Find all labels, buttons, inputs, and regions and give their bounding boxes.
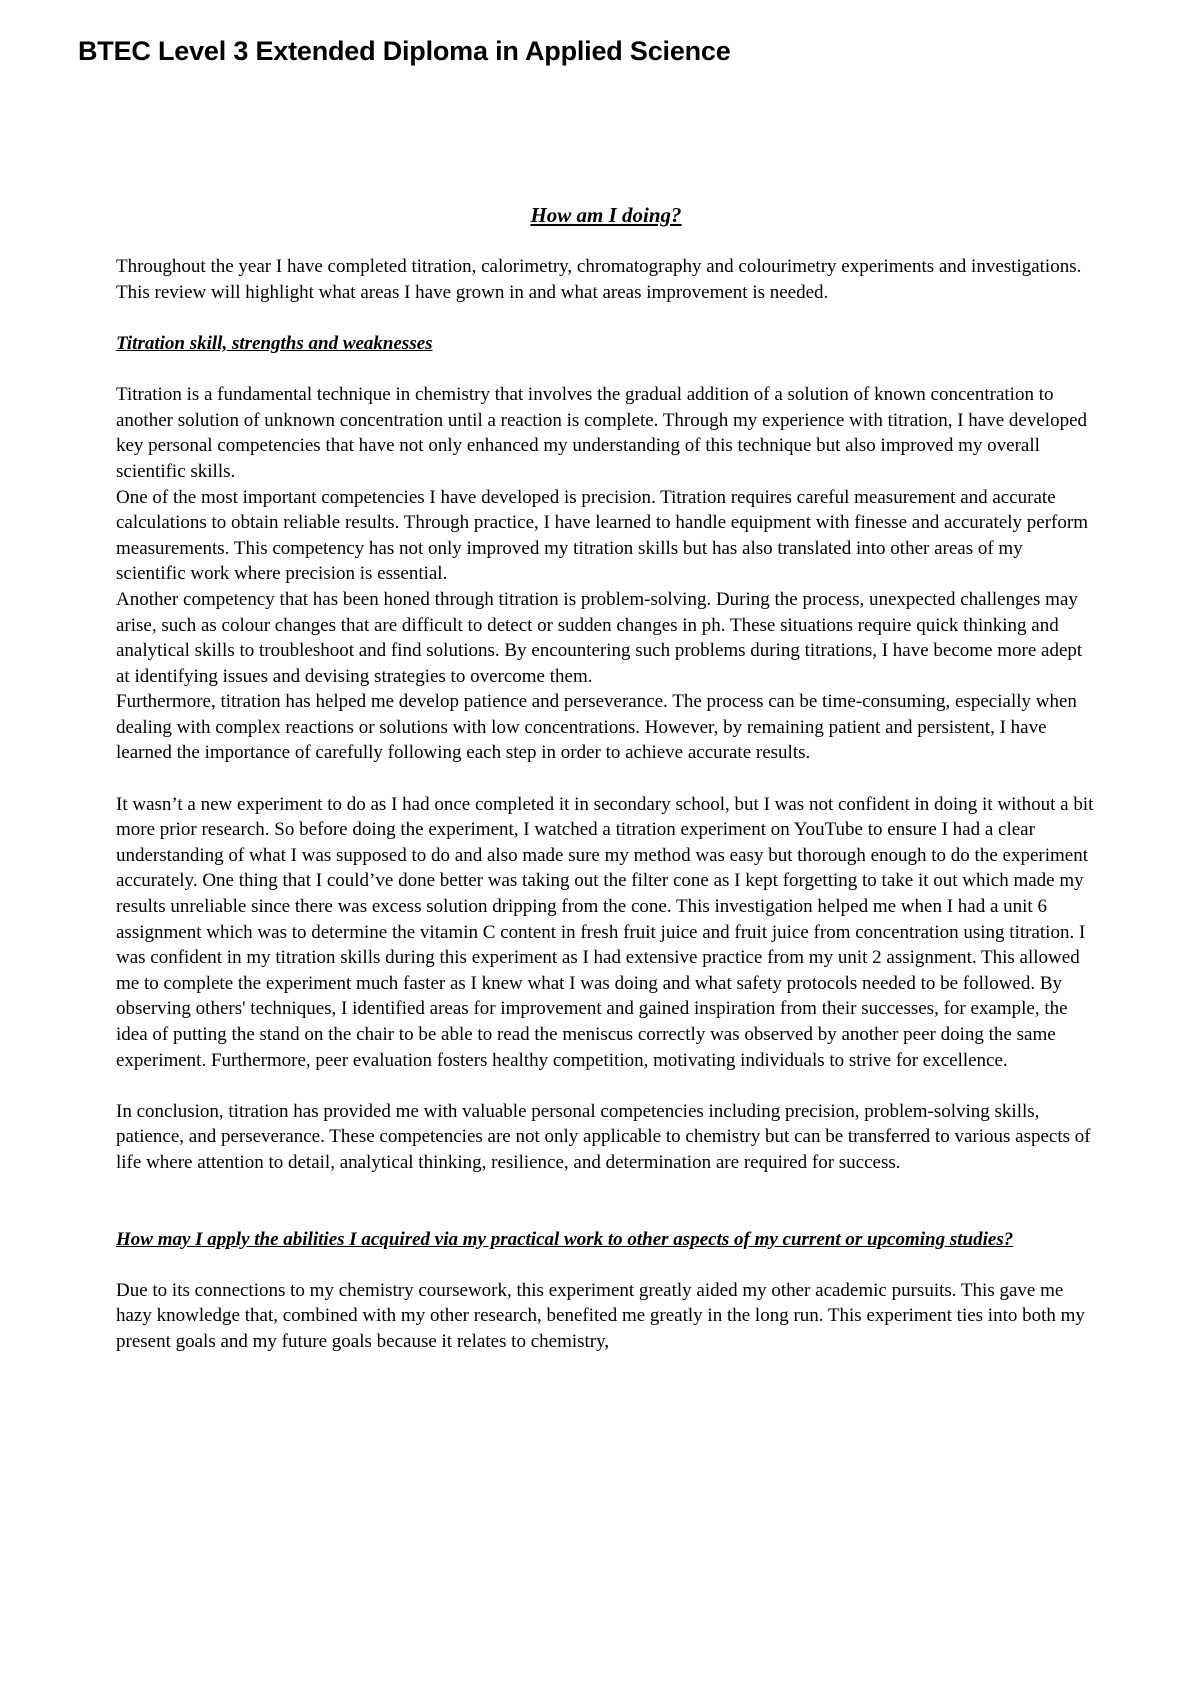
- document-title: How am I doing?: [530, 203, 682, 227]
- paragraph: Another competency that has been honed through titration is problem-solving. During the process, unexpected challenges may arise, such as colour changes that are difficult to detect or sudden changes in ph. These situations require quick thinking and analytical skills to troubleshoot and find solutions. By encountering such problems during titrations, I have become more adept at identifying issues and devising strategies to overcome them.: [116, 588, 1083, 687]
- section-heading-titration: Titration skill, strengths and weaknesses: [116, 332, 433, 354]
- paragraph: Titration is a fundamental technique in chemistry that involves the gradual addition of a solution of known concentration to another solution of unknown concentration until a reaction is complete. Through my experience with titration, I have developed key personal competencies that have not only enhanced my understanding of this technique but also improved my overall scientific skills.: [116, 384, 1088, 482]
- document-body: [116, 203, 1096, 1355]
- paragraph: One of the most important competencies I have developed is precision. Titration requires careful measurement and accurate calculations to obtain reliable results. Through practice, I have learned to handle equipment with finesse and accurately perform measurements. This competency has not only improved my titration skills but has also translated into other areas of my scientific work where precision is essential.: [116, 486, 1088, 585]
- section-heading-application: How may I apply the abilities I acquired via my practical work to other aspects of my current or upcoming studies?: [116, 1228, 1014, 1250]
- paragraph: It wasn’t a new experiment to do as I had once completed it in secondary school, but I was not confident in doing it without a bit more prior research. So before doing the experiment, I watched a titration experiment on YouTube to ensure I had a clear understanding of what I was supposed to do and also made sure my method was easy but thorough enough to do the experiment accurately. One thing that I could’ve done better was taking out the filter cone as I kept forgetting to take it out which made my results unreliable since there was excess solution dripping from the cone. This investigation helped me when I had a unit 6 assignment which was to determine the vitamin C content in fresh fruit juice and fruit juice from concentration using titration. I was confident in my titration skills during this experiment as I had extensive practice from my unit 2 assignment. This allowed me to complete the experiment much faster as I knew what I was doing and what safety protocols needed to be followed. By observing others' techniques, I identified areas for improvement and gained inspiration from their successes, for example, the idea of putting the stand on the chair to be able to read the meniscus correctly was observed by another peer doing the same experiment. Furthermore, peer evaluation fosters healthy competition, motivating individuals to strive for excellence.: [116, 793, 1094, 1071]
- intro-paragraph: Throughout the year I have completed titration, calorimetry, chromatography and colourimetry experiments and investigations. This review will highlight what areas I have grown in and what areas improvement is needed.: [116, 256, 1082, 303]
- document-header: BTEC Level 3 Extended Diploma in Applied Science: [78, 36, 731, 66]
- paragraph: Due to its connections to my chemistry coursework, this experiment greatly aided my other academic pursuits. This gave me hazy knowledge that, combined with my other research, benefited me greatly in the long run. This experiment ties into both my present goals and my future goals because it relates to chemistry,: [116, 1279, 1085, 1352]
- paragraph: Furthermore, titration has helped me develop patience and perseverance. The process can be time-consuming, especially when dealing with complex reactions or solutions with low concentrations. However, by remaining patient and persistent, I have learned the importance of carefully following each step in order to achieve accurate results.: [116, 691, 1077, 764]
- paragraph: In conclusion, titration has provided me with valuable personal competencies including precision, problem-solving skills, patience, and perseverance. These competencies are not only applicable to chemistry but can be transferred to various aspects of life where attention to detail, analytical thinking, resilience, and determination are required for success.: [116, 1100, 1091, 1173]
